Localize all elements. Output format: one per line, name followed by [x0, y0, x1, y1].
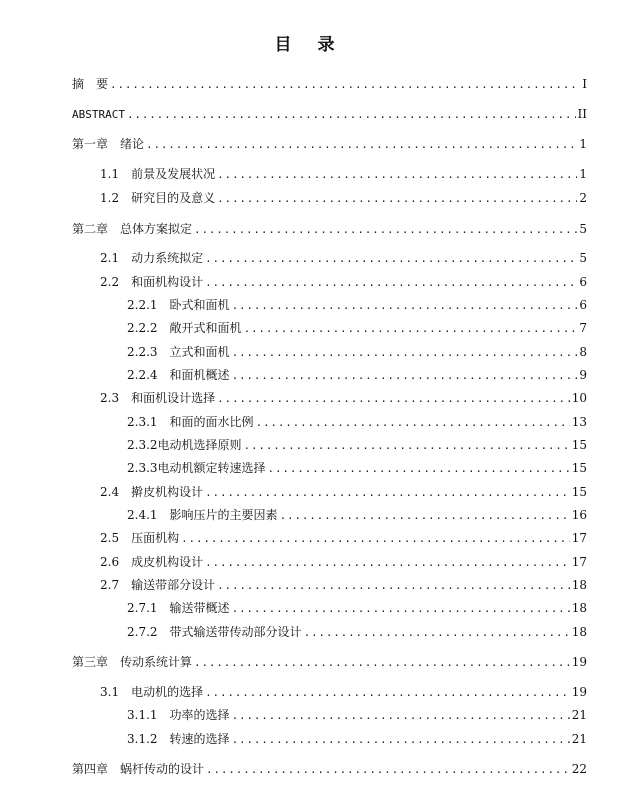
- toc-entry[interactable]: [100, 190, 587, 207]
- toc-entry-number: 第三章: [72, 655, 109, 669]
- toc-entry-label: 和面机构设计: [131, 275, 204, 289]
- toc-entry-page: 18: [571, 601, 587, 615]
- toc-entry-page: 17: [571, 555, 587, 569]
- dot-leader: [194, 655, 570, 671]
- dot-leader: [205, 685, 570, 701]
- toc-entry-label: 蜗杆传动的设计: [120, 762, 205, 776]
- toc-entry-label: 2.3.2电动机选择原则: [127, 438, 242, 452]
- toc-entry-number: 2.2: [100, 275, 120, 289]
- toc-entry-page: 18: [571, 625, 587, 639]
- toc-entry-page: 6: [579, 298, 587, 312]
- toc-entry-number: 2.3.1: [127, 415, 158, 429]
- toc-entry[interactable]: [100, 530, 587, 547]
- toc-entry-number: 第一章: [72, 137, 109, 151]
- toc-entry-number: 1.2: [100, 191, 120, 205]
- toc-entry-number: 3.1: [100, 685, 120, 699]
- toc-entry-number: 2.7.1: [127, 601, 158, 615]
- toc-entry-page: 10: [571, 391, 587, 405]
- toc-entry-number: 2.2.2: [127, 321, 158, 335]
- toc-entry[interactable]: [100, 577, 587, 594]
- toc-entry-page: 1: [579, 167, 587, 181]
- dot-leader: [110, 77, 577, 93]
- toc-entry-label: 动力系统拟定: [131, 251, 204, 265]
- toc-entry[interactable]: [127, 600, 587, 617]
- toc-entry-page: 18: [571, 578, 587, 592]
- dot-leader: [256, 415, 570, 431]
- toc-entry-number: 1.1: [100, 167, 120, 181]
- toc-entry-page: 15: [571, 461, 587, 475]
- toc-entry[interactable]: [100, 554, 587, 571]
- toc-entry[interactable]: [100, 484, 587, 501]
- dot-leader: [205, 555, 570, 571]
- toc-entry-number: 2.5: [100, 531, 120, 545]
- toc-entry[interactable]: [100, 684, 587, 701]
- toc-entry[interactable]: [72, 761, 587, 778]
- toc-entry-page: 5: [579, 251, 587, 265]
- dot-leader: [268, 461, 570, 477]
- toc-entry-page: I: [582, 77, 587, 91]
- toc-entry-page: 9: [579, 368, 587, 382]
- toc-entry[interactable]: [72, 221, 587, 238]
- toc-entry-page: 15: [571, 485, 587, 499]
- toc-entry[interactable]: [127, 437, 587, 454]
- dot-leader: [280, 508, 570, 524]
- toc-entry[interactable]: [100, 390, 587, 407]
- toc-entry-label: 总体方案拟定: [120, 222, 193, 236]
- toc-entry-page: 16: [571, 508, 587, 522]
- dot-leader: [127, 107, 576, 123]
- toc-entry[interactable]: [127, 460, 587, 477]
- dot-leader: [146, 137, 577, 153]
- dot-leader: [194, 222, 577, 238]
- dot-leader: [206, 762, 570, 778]
- toc-entry-label: 功率的选择: [169, 708, 230, 722]
- toc-entry-page: 5: [579, 222, 587, 236]
- dot-leader: [232, 298, 577, 314]
- dot-leader: [205, 251, 577, 267]
- toc-entry-label: 和面机设计选择: [131, 391, 216, 405]
- dot-leader: [232, 368, 577, 384]
- toc-entry[interactable]: [100, 166, 587, 183]
- toc-entry-number: 3.1.1: [127, 708, 158, 722]
- toc-entry[interactable]: [127, 414, 587, 431]
- toc-entry-number: 3.1.2: [127, 732, 158, 746]
- dot-leader: [232, 601, 570, 617]
- toc-entry[interactable]: [72, 76, 587, 93]
- dot-leader: [205, 275, 577, 291]
- toc-entry-number: 2.2.1: [127, 298, 158, 312]
- dot-leader: [217, 167, 577, 183]
- toc-entry[interactable]: [127, 320, 587, 337]
- toc-entry-label: 电动机的选择: [131, 685, 204, 699]
- dot-leader: [217, 578, 570, 594]
- dot-leader: [244, 321, 577, 337]
- dot-leader: [232, 345, 577, 361]
- toc-entry-label: 绪论: [120, 137, 145, 151]
- toc-entry-label: 和面的面水比例: [169, 415, 254, 429]
- toc-entry-label: 压面机构: [131, 531, 180, 545]
- toc-entry-label: 敞开式和面机: [169, 321, 242, 335]
- dot-leader: [232, 732, 570, 748]
- toc-entry-label: 卧式和面机: [169, 298, 230, 312]
- toc-entry-page: 8: [579, 345, 587, 359]
- toc-entry-label: 成皮机构设计: [131, 555, 204, 569]
- toc-entry[interactable]: [72, 106, 587, 123]
- toc-entry[interactable]: [72, 654, 587, 671]
- toc-entry-page: 7: [579, 321, 587, 335]
- toc-title: 目 录: [274, 35, 345, 55]
- toc-entry-label: 研究目的及意义: [131, 191, 216, 205]
- toc-entry-page: 19: [571, 685, 587, 699]
- toc-entry[interactable]: [100, 250, 587, 267]
- toc-entry-label: 前景及发展状况: [131, 167, 216, 181]
- toc-entry-number: 2.2.4: [127, 368, 158, 382]
- toc-entry-page: 13: [571, 415, 587, 429]
- toc-entry[interactable]: [127, 707, 587, 724]
- dot-leader: [232, 708, 570, 724]
- toc-entry-label: 传动系统计算: [120, 655, 193, 669]
- toc-entry-label: ABSTRACT: [72, 108, 125, 121]
- toc-entry-number: 2.2.3: [127, 345, 158, 359]
- toc-entry-label: 擀皮机构设计: [131, 485, 204, 499]
- toc-entry-label: 输送带部分设计: [131, 578, 216, 592]
- toc-entry-label: 和面机概述: [169, 368, 230, 382]
- dot-leader: [304, 625, 570, 641]
- toc-entry[interactable]: [127, 624, 587, 641]
- toc-entry-page: 2: [579, 191, 587, 205]
- toc-entry-label: 输送带概述: [169, 601, 230, 615]
- toc-entry-number: 2.7.2: [127, 625, 158, 639]
- toc-entry[interactable]: [127, 507, 587, 524]
- toc-entry-page: 21: [571, 708, 587, 722]
- toc-entry-number: 第二章: [72, 222, 109, 236]
- dot-leader: [181, 531, 570, 547]
- toc-entry-page: 6: [579, 275, 587, 289]
- toc-entry-page: 21: [571, 732, 587, 746]
- toc-entry-label: 摘 要: [72, 77, 109, 91]
- toc-entry-number: 2.3: [100, 391, 120, 405]
- toc-entry-page: II: [577, 107, 587, 121]
- toc-entry-label: 影响压片的主要因素: [169, 508, 278, 522]
- toc-entry-page: 1: [579, 137, 587, 151]
- toc-entry-number: 2.6: [100, 555, 120, 569]
- toc-entry-page: 19: [571, 655, 587, 669]
- toc-entry-page: 17: [571, 531, 587, 545]
- toc-entry-number: 第四章: [72, 762, 109, 776]
- toc-entry-number: 2.7: [100, 578, 120, 592]
- dot-leader: [217, 391, 570, 407]
- dot-leader: [205, 485, 570, 501]
- toc-entry-number: 2.4.1: [127, 508, 158, 522]
- toc-entry[interactable]: [127, 731, 587, 748]
- toc-entry[interactable]: [127, 367, 587, 384]
- dot-leader: [217, 191, 577, 207]
- toc-entry-label: 立式和面机: [169, 345, 230, 359]
- toc-entry[interactable]: [100, 274, 587, 291]
- toc-entry[interactable]: [127, 297, 587, 314]
- toc-entry-label: 2.3.3电动机额定转速选择: [127, 461, 266, 475]
- toc-entry-page: 15: [571, 438, 587, 452]
- toc-entry-page: 22: [571, 762, 587, 776]
- dot-leader: [244, 438, 570, 454]
- toc-entry-number: 2.1: [100, 251, 120, 265]
- toc-entry[interactable]: [127, 344, 587, 361]
- toc-entry-label: 转速的选择: [169, 732, 230, 746]
- toc-entry-label: 带式输送带传动部分设计: [169, 625, 302, 639]
- toc-entry-number: 2.4: [100, 485, 120, 499]
- toc-entry[interactable]: [72, 136, 587, 153]
